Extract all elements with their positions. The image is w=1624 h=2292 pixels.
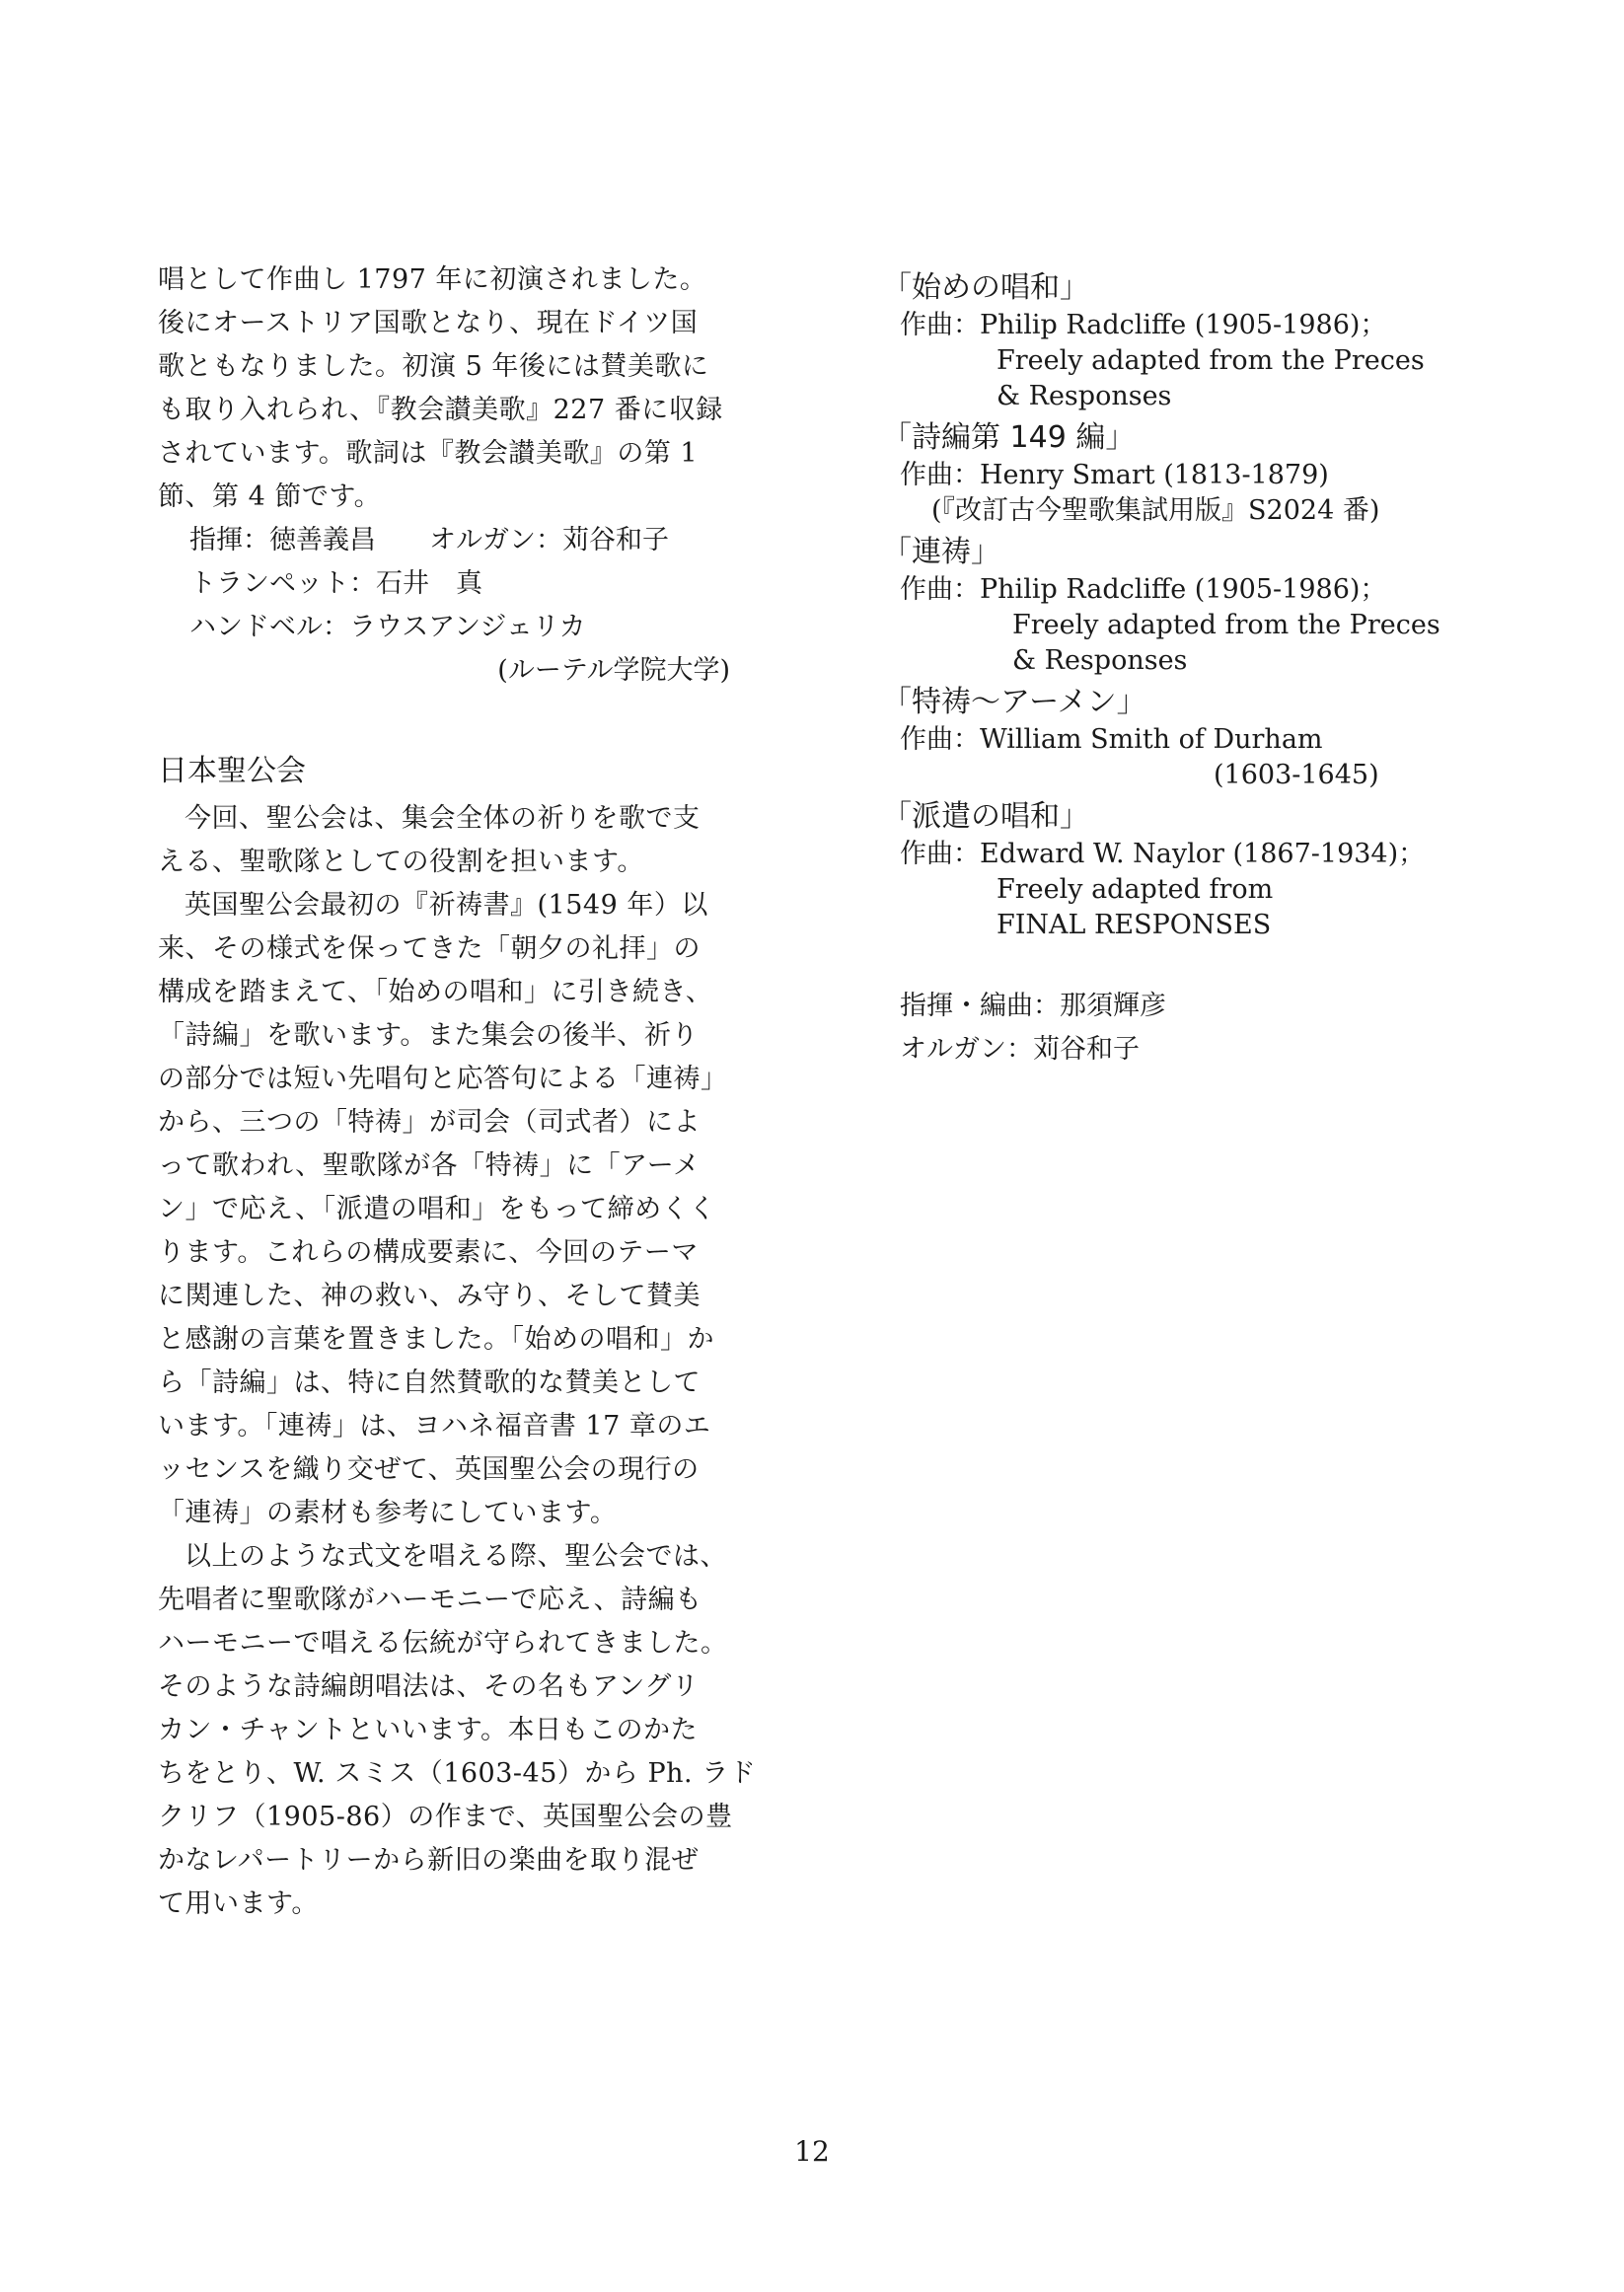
program-item-details [900,722,1435,793]
program-item-opening [882,268,1435,414]
composer-line: 作曲：Henry Smart (1813-1879) [900,460,1329,490]
text-line: ら「詩編」は、特に自然賛歌的な賛美として [158,1368,701,1398]
source-line: & Responses [1012,645,1188,676]
page-number: 12 [794,2135,830,2168]
text-line: クリフ（1905-86）の作まで、英国聖公会の豊 [158,1802,733,1832]
program-item-title: 「詩編第 149 編」 [882,420,1136,455]
text-line: 後にオーストリア国歌となり、現在ドイツ国 [158,308,699,338]
intro-paragraph [158,259,789,519]
program-item-psalm [882,418,1435,529]
text-line: そのような詩編朗唱法は、その名もアングリ [158,1671,700,1702]
text-line: 「連祷」の素材も参考にしています。 [158,1498,618,1528]
text-line: 構成を踏まえて、「始めの唱和」に引き続き、 [158,977,713,1007]
section-title: 日本聖公会 [158,754,306,788]
text-line: の部分では短い先唱句と応答句による「連祷」 [158,1064,728,1094]
program-item-title: 「連祷」 [882,535,1000,569]
text-line: える、聖歌隊としての役割を担います。 [158,847,644,877]
source-line: Freely adapted from [997,874,1274,905]
program-item-title: 「始めの唱和」 [882,270,1089,305]
credit-organ: オルガン：苅谷和子 [900,1034,1140,1065]
text-line: カン・チャントといいます。本日もこのかた [158,1715,699,1745]
program-item-title: 「派遣の唱和」 [882,799,1089,834]
text-line: て用います。 [158,1888,319,1919]
composer-line: 作曲：Edward W. Naylor (1867-1934)； [900,839,1426,869]
paragraph-2 [158,884,789,1535]
composer-line: 作曲：William Smith of Durham [900,724,1323,755]
text-line: も取り入れられ、『教会讃美歌』227 番に収録 [158,395,723,425]
source-line: FINAL RESPONSES [997,910,1272,940]
text-line: って歌われ、聖歌隊が各「特祷」に「アーメ [158,1150,701,1181]
text-line: 先唱者に聖歌隊がハーモニーで応え、詩編も [158,1585,702,1615]
program-item-details [900,837,1435,943]
text-line: から、三つの「特祷」が司会（司式者）によ [158,1107,701,1138]
text-line: と感謝の言葉を置きました。「始めの唱和」か [158,1324,714,1355]
credit-handbell: ハンドベル：ラウスアンジェリカ [189,612,586,642]
text-line: 唱として作曲し 1797 年に初演されました。 [158,264,707,295]
credit-affiliation: (ルーテル学院大学) [497,655,730,686]
paragraph-3 [158,1535,789,1926]
text-line: 来、その様式を保ってきた「朝夕の礼拝」の [158,933,701,964]
paragraph-1 [158,797,789,884]
text-line: に関連した、神の救い、み守り、そして賛美 [158,1281,701,1311]
text-line: かなレパートリーから新旧の楽曲を取り混ぜ [158,1845,700,1876]
text-line: ッセンスを織り交ぜて、英国聖公会の現行の [158,1454,700,1485]
program-item-details [900,308,1435,414]
text-line: います。「連祷」は、ヨハネ福音書 17 章のエ [158,1411,711,1442]
source-line: Freely adapted from the Preces [997,345,1425,376]
program-item-dismissal [882,797,1435,943]
text-line: 歌ともなりました。初演 5 年後には賛美歌に [158,351,709,382]
program-item-details [900,458,1435,529]
right-column [882,268,1440,1072]
program-item-litany [882,533,1440,679]
credit-conductor-arranger: 指揮・編曲：那須輝彦 [900,991,1166,1021]
composer-line: 作曲：Philip Radcliffe (1905-1986)； [900,310,1387,340]
text-line: ハーモニーで唱える伝統が守られてきました。 [158,1628,728,1659]
text-line: 今回、聖公会は、集会全体の祈りを歌で支 [185,803,701,834]
text-line: ちをとり、W. スミス（1603-45）から Ph. ラド [158,1758,757,1789]
text-line: ン」で応え、「派遣の唱和」をもって締めくく [158,1194,716,1224]
text-line: されています。歌詞は『教会讃美歌』の第 1 [158,438,699,469]
text-line: 以上のような式文を唱える際、聖公会では、 [185,1541,727,1572]
text-line: 節、第 4 節です。 [158,481,382,512]
credit-conductor-organ: 指揮：徳善義昌 オルガン：苅谷和子 [189,525,669,555]
performer-credits [158,519,789,693]
text-line: 「詩編」を歌います。また集会の後半、祈り [158,1020,699,1051]
source-line: (『改訂古今聖歌集試用版』S2024 番) [931,495,1380,526]
program-item-title: 「特祷～アーメン」 [882,685,1146,719]
program-item-collect [882,683,1435,793]
left-column [158,259,789,1926]
choir-credits [900,985,1435,1072]
composer-line: 作曲：Philip Radcliffe (1905-1986)； [900,574,1387,605]
text-line: 英国聖公会最初の『祈祷書』(1549 年）以 [185,890,708,921]
program-item-details [900,572,1440,679]
source-line: & Responses [997,381,1172,411]
date-line: (1603-1645) [1214,760,1379,790]
credit-trumpet: トランペット：石井 真 [189,568,482,599]
text-line: ります。これらの構成要素に、今回のテーマ [158,1237,699,1268]
source-line: Freely adapted from the Preces [1012,610,1440,640]
